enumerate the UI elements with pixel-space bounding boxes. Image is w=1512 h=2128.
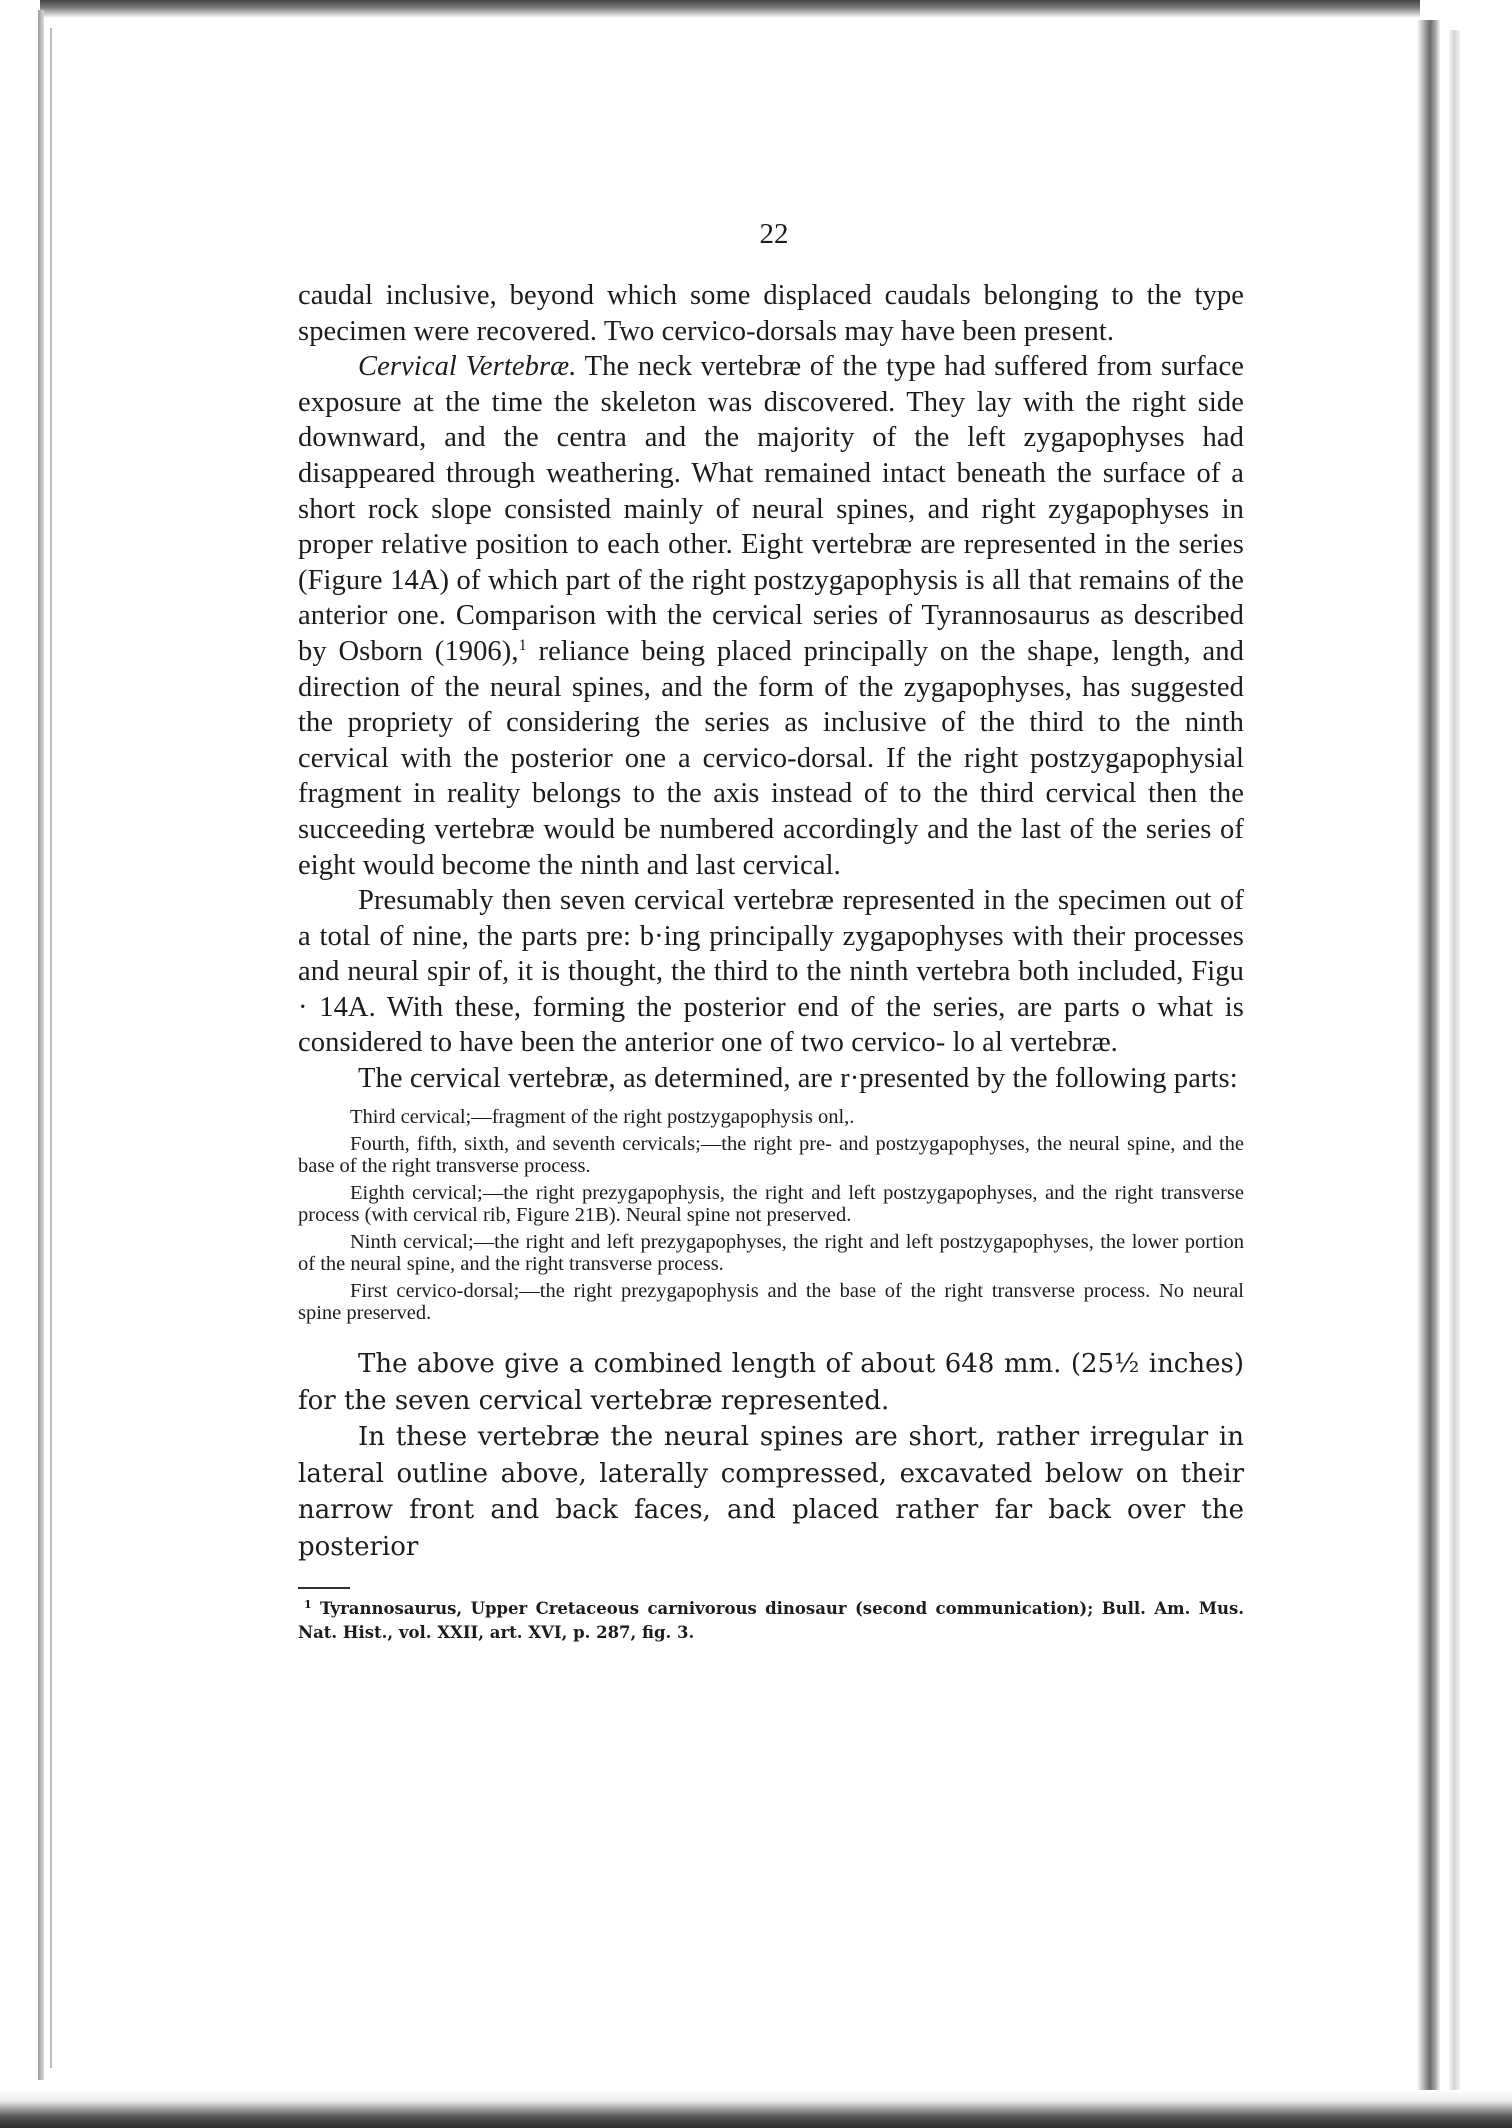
page-body [298,278,1244,1645]
paragraph-1: caudal inclusive, beyond which some displaced caudals belonging to the type specimen were recovered. Two cervico-dorsals may have been present. [298,280,1244,347]
footnote-marker: 1 [518,636,527,654]
section-heading-cervical-vertebrae: Cervical Vertebræ. [358,351,577,383]
footnote-rule [298,1587,350,1589]
parts-list-item: Eighth cervical;—the right prezygapophysis, the right and left postzygapophyses, and the right transverse process (with cervical rib, Figure 21B). Neural spine not preserved. [298,1182,1244,1226]
scan-edge-right [1418,20,1440,2090]
scan-edge-bottom [0,2090,1512,2128]
parts-list-item: First cervico-dorsal;—the right prezygapophysis and the base of the right transverse process. No neural spine preserved. [298,1280,1244,1324]
paragraph-2-part-a: The neck vertebræ of the type had suffered from surface exposure at the time the skeleton was discovered. They lay with the right side downward, and the centra and the majority of the left zygapophyses had disappeared through weathering. What remained intact beneath the surface of a short rock slope consisted mainly of neural spines, and right zygapophyses in proper relative position to each other. Eight vertebræ are represented in the series (Figure 14A) of which part of the right postzygapophysis is all that remains of the anterior one. Comparison with the cervical series of Tyrannosaurus as described by Osborn (1906), [298,351,1244,667]
footnote-number: 1 [304,1598,312,1612]
footnote-text: Tyrannosaurus, Upper Cretaceous carnivorous dinosaur (second communication); Bull. Am. Mus. Nat. Hist., vol. XXII, art. XVI, p. 287, fig. 3. [298,1599,1244,1643]
paragraph-2-part-b: reliance being placed principally on the shape, length, and direction of the neural spines, and the form of the zygapophyses, has suggested the propriety of considering the series as inclusive of the third to the ninth cervical with the posterior one a cervico-dorsal. If the right postzygapophysial fragment in reality belongs to the axis instead of to the third cervical then the succeeding vertebræ would be numbered accordingly and the last of the series of eight would become the ninth and last cervical. [298,635,1244,881]
parts-list-item: Ninth cervical;—the right and left prezygapophyses, the right and left postzygapophyses, the lower portion of the neural spine, and the right transverse process. [298,1231,1244,1275]
parts-list [298,1107,1244,1325]
page-number: 22 [759,218,789,250]
paragraph-5: The above give a combined length of about 648 mm. (25½ inches) for the seven cervical vertebræ represented. [298,1349,1244,1416]
paragraph-cervical-vertebrae [298,349,1244,883]
paragraph-6: In these vertebræ the neural spines are short, rather irregular in lateral outline above, laterally compressed, excavated below on their narrow front and back faces, and placed rather far back over the posterior [298,1422,1244,1562]
scan-edge-left-inner [50,28,52,2068]
parts-list-item: Fourth, fifth, sixth, and seventh cervicals;—the right pre- and postzygapophyses, the neural spine, and the base of the right transverse process. [298,1133,1244,1177]
parts-list-item: Third cervical;—fragment of the right postzygapophysis onl,. [350,1105,855,1128]
footnote [298,1597,1244,1645]
paragraph-3: Presumably then seven cervical vertebræ represented in the specimen out of a total of nine, the parts pre: b·ing principally zygapophyses with their processes and neural spir of, it is thought, the third to the ninth vertebra both included, Figu · 14A. With these, forming the posterior end of the series, are parts o what is considered to have been the anterior one of two cervico- lo al vertebræ. [298,885,1244,1059]
scan-edge-right-outer [1448,30,1460,2090]
scan-edge-left [38,10,44,2080]
scan-edge-top [40,0,1420,18]
paragraph-4: The cervical vertebræ, as determined, are r·presented by the following parts: [358,1063,1238,1095]
